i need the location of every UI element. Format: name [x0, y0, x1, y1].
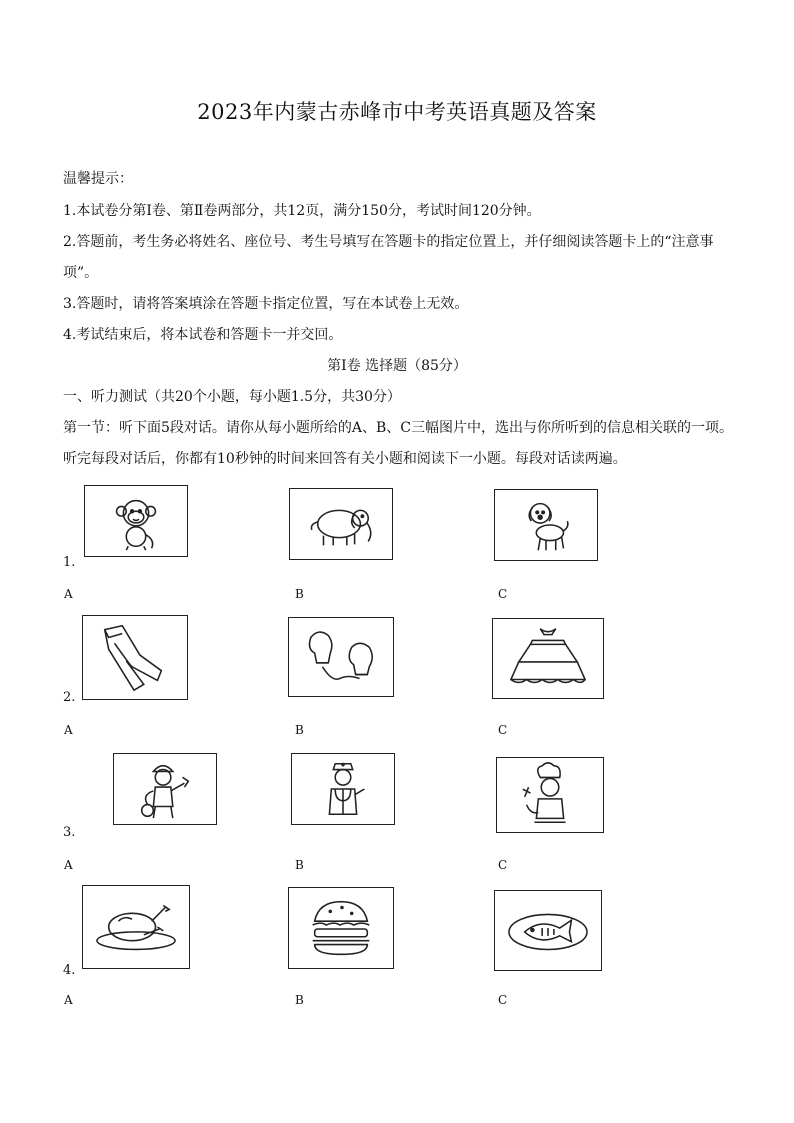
tips-heading: 温馨提示：	[63, 171, 133, 187]
question-number-4: 4.	[63, 963, 76, 978]
option-label-3a: A	[64, 858, 73, 872]
gloves-picture	[288, 617, 394, 697]
section1-intro-line1: 第一节：听下面5段对话。请你从每小题所给的A、B、C三幅图片中，选出与你所听到的信息相关联的一项。	[63, 420, 734, 436]
chef-picture	[496, 757, 604, 833]
dog-picture	[494, 489, 598, 561]
doctor-icon	[292, 754, 394, 824]
part1-title: 第Ⅰ卷 选择题（85分）	[327, 358, 467, 374]
gloves-icon	[289, 618, 393, 696]
fish-icon	[495, 891, 601, 970]
tip-item-4: 4.考试结束后，将本试卷和答题卡一并交回。	[63, 327, 343, 343]
dog-icon	[495, 490, 597, 560]
question-number-1: 1.	[63, 555, 76, 570]
option-label-4a: A	[64, 993, 73, 1007]
section1-title: 一、听力测试（共20个小题，每小题1.5分，共30分）	[63, 389, 401, 405]
option-label-4b: B	[295, 993, 304, 1007]
option-label-4c: C	[498, 993, 508, 1007]
option-label-2a: A	[64, 723, 73, 737]
chicken-icon	[83, 886, 189, 968]
tip-item-2-cont: 项”。	[63, 265, 99, 281]
chef-icon	[497, 758, 603, 832]
firefighter-picture	[113, 753, 217, 825]
doctor-picture	[291, 753, 395, 825]
fish-picture	[494, 890, 602, 971]
elephant-picture	[289, 488, 393, 560]
chicken-picture	[82, 885, 190, 969]
option-label-1b: B	[295, 587, 304, 601]
monkey-picture	[84, 485, 188, 557]
tip-item-2: 2.答题前，考生务必将姓名、座位号、考生号填写在答题卡的指定位置上，并仔细阅读答题卡上的“注意事	[63, 234, 714, 250]
firefighter-icon	[114, 754, 216, 824]
question-number-3: 3.	[63, 825, 76, 840]
option-label-1a: A	[64, 587, 73, 601]
option-label-2c: C	[498, 723, 508, 737]
page-title: 2023年内蒙古赤峰市中考英语真题及答案	[197, 100, 597, 124]
elephant-icon	[290, 489, 392, 559]
trousers-icon	[83, 616, 187, 699]
hamburger-picture	[288, 887, 394, 969]
tip-item-3: 3.答题时，请将答案填涂在答题卡指定位置，写在本试卷上无效。	[63, 296, 469, 312]
trousers-picture	[82, 615, 188, 700]
hamburger-icon	[289, 888, 393, 968]
tip-item-1: 1.本试卷分第Ⅰ卷、第Ⅱ卷两部分，共12页，满分150分，考试时间120分钟。	[63, 203, 541, 219]
section1-intro-line2: 听完每段对话后，你都有10秒钟的时间来回答有关小题和阅读下一小题。每段对话读两遍。	[63, 451, 627, 467]
option-label-3b: B	[295, 858, 304, 872]
skirt-icon	[493, 619, 603, 698]
option-label-2b: B	[295, 723, 304, 737]
skirt-picture	[492, 618, 604, 699]
question-number-2: 2.	[63, 690, 76, 705]
option-label-3c: C	[498, 858, 508, 872]
monkey-icon	[85, 486, 187, 556]
option-label-1c: C	[498, 587, 508, 601]
